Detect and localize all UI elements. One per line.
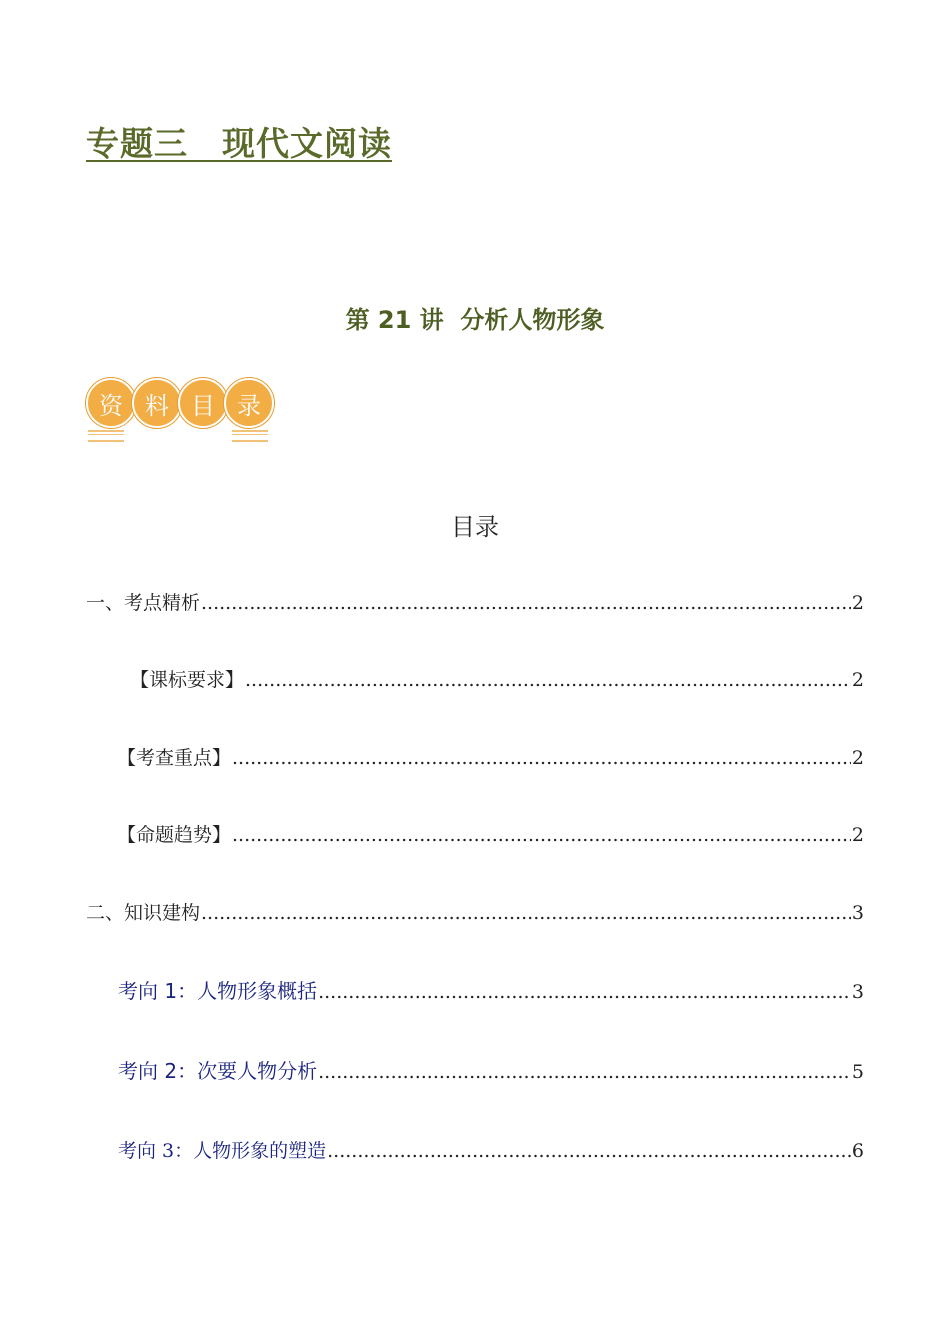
badge-decoration-left [88, 430, 124, 442]
toc-entry-kaodian[interactable] [86, 590, 864, 616]
toc-entry-kaoxiang-3[interactable] [118, 1138, 864, 1164]
toc-entry-page: 5 [851, 1061, 864, 1083]
toc-entry-kebiao[interactable] [130, 667, 864, 693]
toc-entry-mingti[interactable] [117, 822, 864, 848]
toc-entry-label: 【课标要求】 [130, 669, 245, 691]
toc-entry-kaoxiang-2[interactable] [118, 1058, 864, 1085]
toc-entry-label: 二、知识建构 [86, 902, 201, 924]
toc-entry-zhishi[interactable] [86, 900, 864, 926]
toc-entry-label: 考向 1：人物形象概括 [118, 979, 318, 1003]
toc-entry-page: 2 [851, 824, 864, 846]
toc-leader-dots [201, 590, 851, 616]
toc-entry-label: 【命题趋势】 [117, 824, 232, 846]
toc-entry-page: 3 [851, 981, 864, 1003]
badge-char: 录 [224, 378, 274, 428]
toc-entry-kaocha[interactable] [117, 745, 864, 771]
contents-badge-icon [86, 374, 276, 440]
badge-decoration-right [232, 430, 268, 442]
toc-leader-dots [318, 1059, 851, 1085]
toc-entry-label: 【考查重点】 [117, 747, 232, 769]
toc-leader-dots [318, 979, 851, 1005]
toc-entry-kaoxiang-1[interactable] [118, 978, 864, 1005]
topic-title: 专题三 现代文阅读 [86, 124, 392, 163]
toc-entry-page: 2 [851, 747, 864, 769]
toc-leader-dots [232, 822, 851, 848]
toc-entry-label: 一、考点精析 [86, 592, 201, 614]
badge-char: 料 [132, 378, 182, 428]
toc-leader-dots [327, 1138, 851, 1164]
toc-leader-dots [201, 900, 851, 926]
toc-entry-page: 2 [851, 669, 864, 691]
toc-heading: 目录 [451, 513, 499, 541]
toc-entry-label: 考向 3：人物形象的塑造 [118, 1140, 327, 1162]
badge-char: 资 [86, 378, 136, 428]
badge-char: 目 [178, 378, 228, 428]
toc-leader-dots [232, 745, 851, 771]
lecture-title: 第 21 讲 分析人物形象 [345, 306, 605, 334]
toc-entry-page: 3 [851, 902, 864, 924]
toc-leader-dots [245, 667, 851, 693]
toc-entry-page: 2 [851, 592, 864, 614]
toc-entry-page: 6 [851, 1140, 864, 1162]
toc-entry-label: 考向 2：次要人物分析 [118, 1059, 318, 1083]
